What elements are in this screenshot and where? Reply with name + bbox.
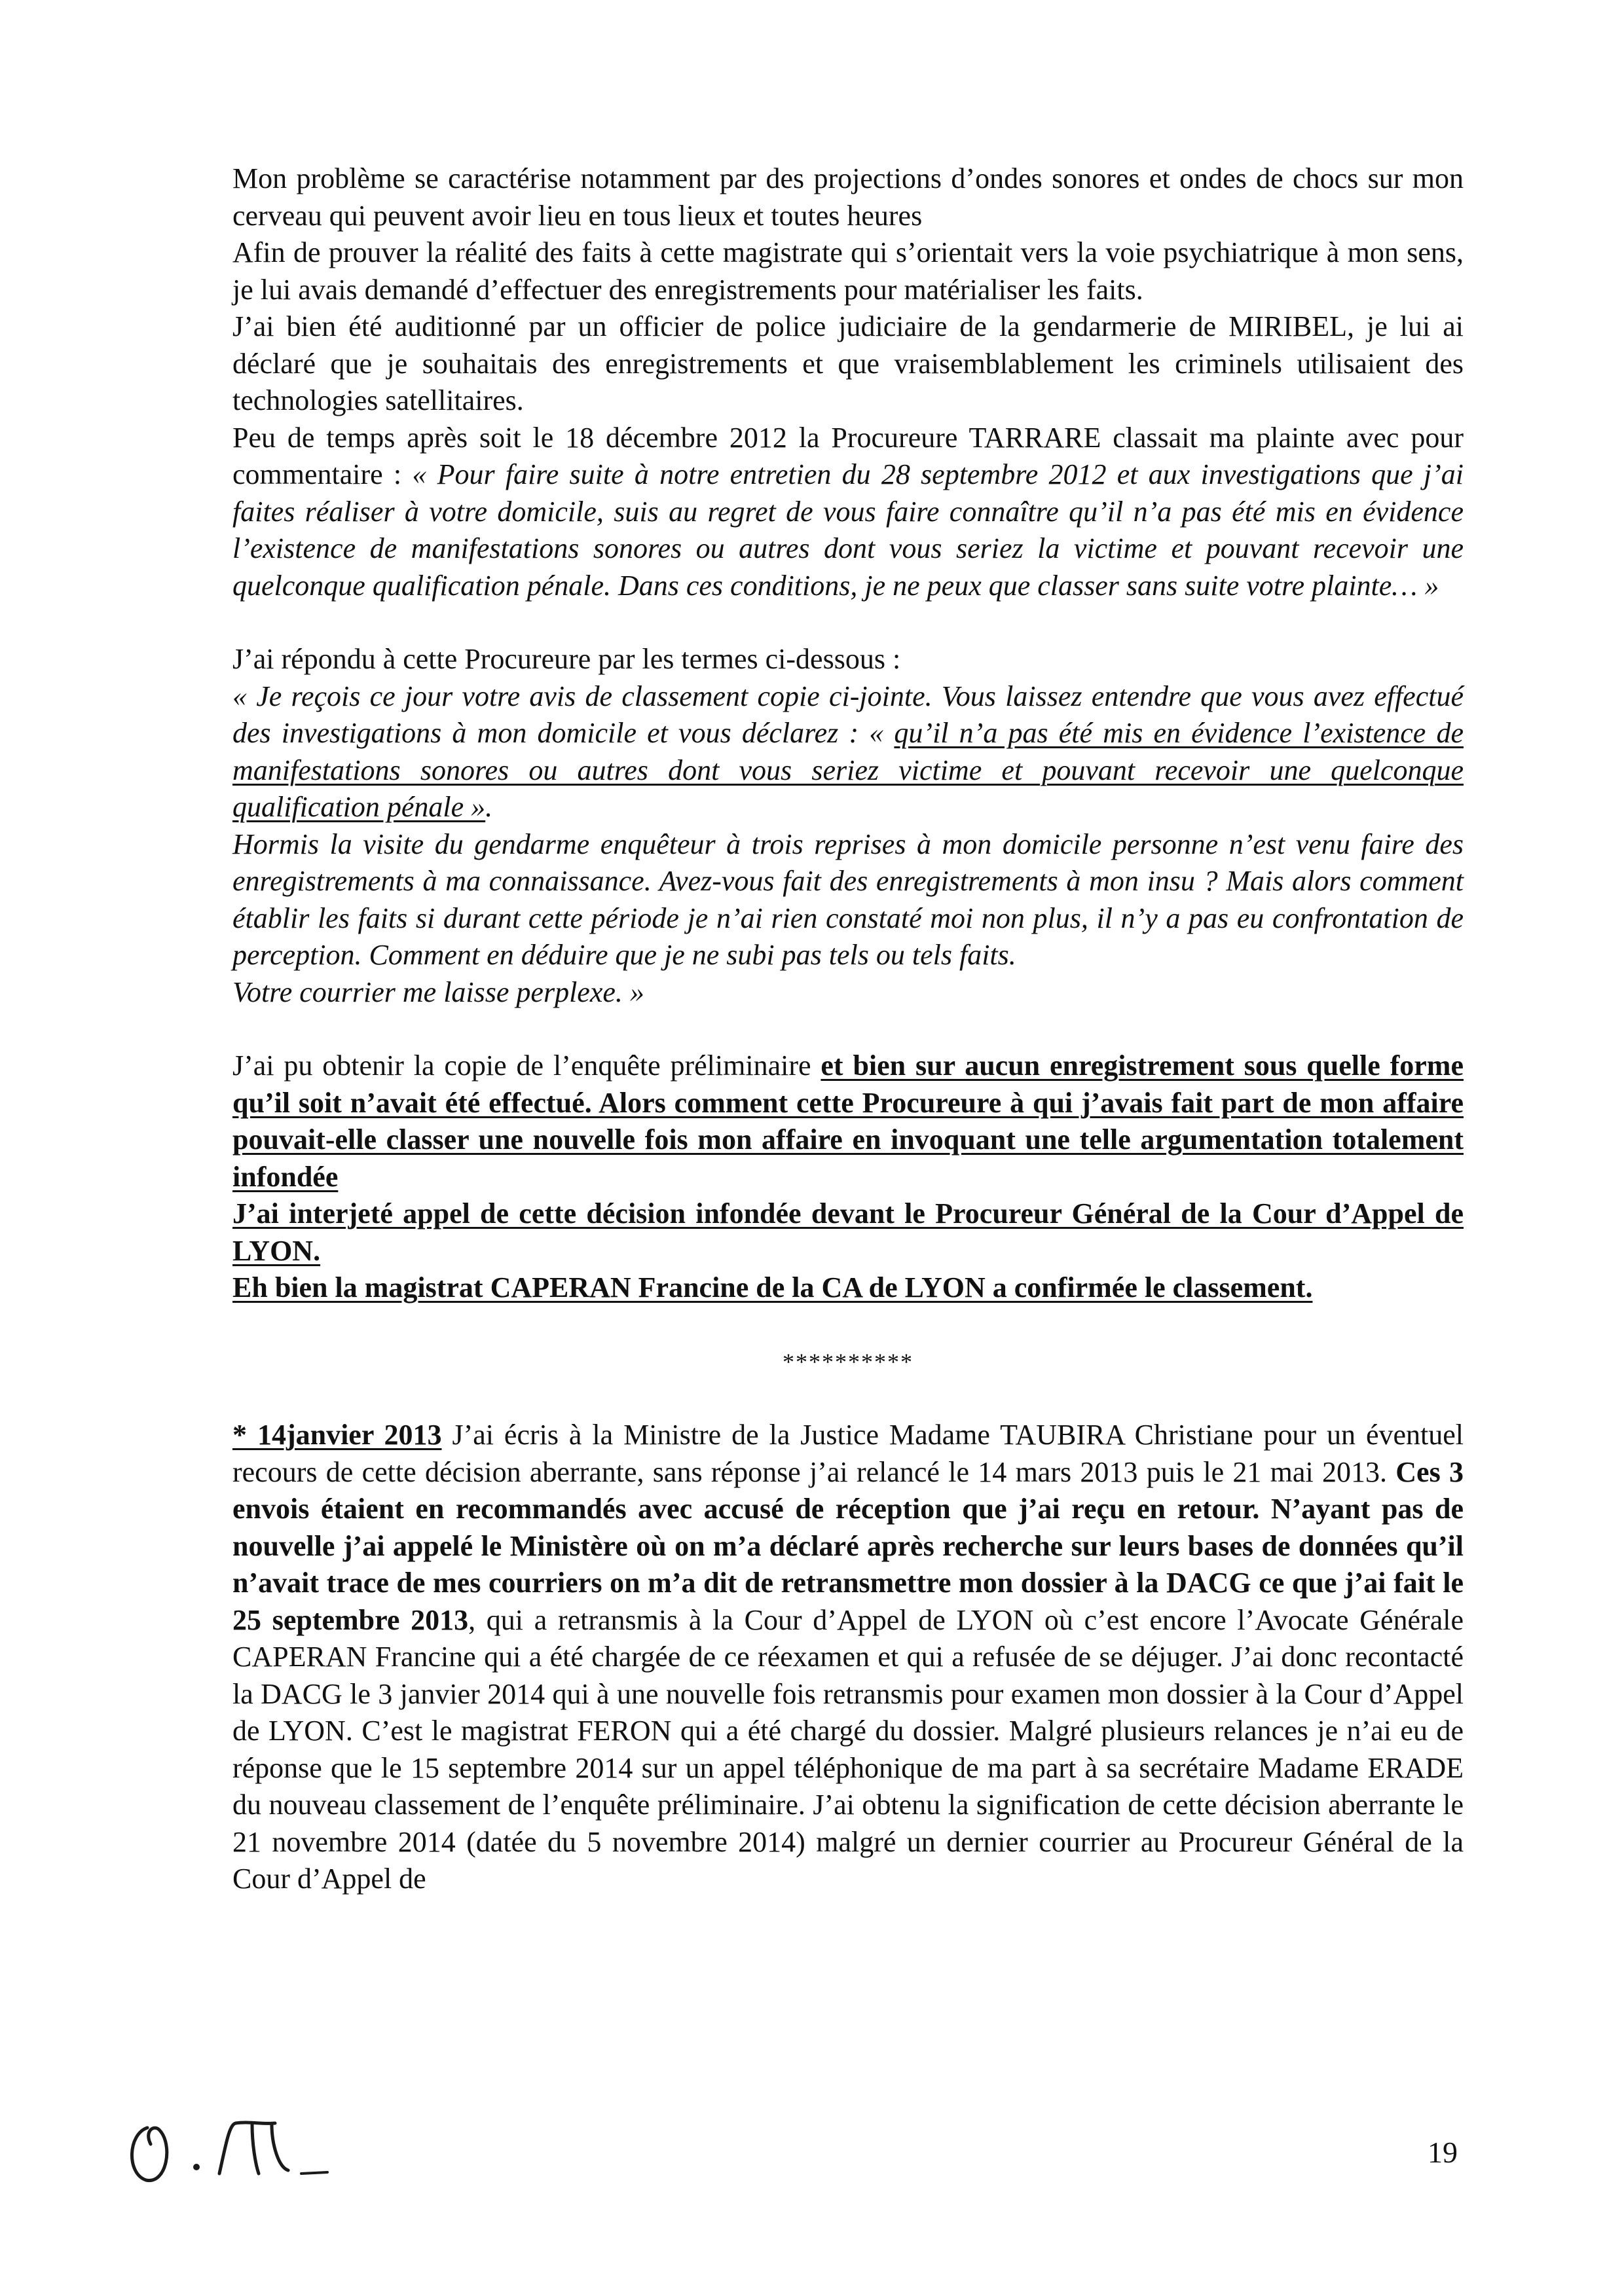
paragraph-4 — [232, 420, 1464, 605]
reply-quote-underlined: qu’il n’a pas été mis en évidence l’existence de manifestations sonores ou autres dont vous seriez victime et pouvant recevoir une quelconque qualification pénale » — [232, 717, 1464, 823]
reply-quote-1-start: « Je reçois ce jour votre avis de classement copie ci-jointe. Vous laissez entendre que vous avez effectué des investigations à mon domicile et vous déclarez : « — [232, 680, 1464, 749]
spacer — [232, 1380, 1464, 1417]
reply-quote-3: Votre courrier me laisse perplexe. » — [232, 975, 644, 1008]
paragraph-12 — [232, 1417, 1464, 1898]
paragraph-1: Mon problème se caractérise notamment par des projections d’ondes sonores et ondes de chocs sur mon cerveau qui peuvent avoir lieu en tous lieux et toutes heures — [232, 162, 1464, 232]
paragraph-12-part-a: J’ai écris à la Ministre de la Justice Madame TAUBIRA Christiane pour un éventuel recours de cette décision aberrante, sans réponse j’ai relancé le 14 mars 2013 puis le 21 mai 2013. — [232, 1419, 1464, 1488]
paragraph-12-part-b: , qui a retransmis à la Cour d’Appel de LYON où c’est encore l’Avocate Générale CAPERAN Francine qui a été chargée de ce réexamen et qui a refusée de se déjuger. J’ai donc recontacté la DACG le 3 janvier 2014 qui à une nouvelle fois retransmis pour examen mon dossier à la Cour d’Appel de LYON. C’est le magistrat FERON qui a été chargé du dossier. Malgré plusieurs relances je n’ai eu de réponse que le 15 septembre 2014 sur un appel téléphonique de ma part à sa secrétaire Madame ERADE du nouveau classement de l’enquête préliminaire. J’ai obtenu la signification de cette décision aberrante le 21 novembre 2014 (datée du 5 novembre 2014) malgré un dernier courrier au Procureur Général de la Cour d’Appel de — [232, 1603, 1464, 1895]
paragraph-12-bold: Ces 3 envois étaient en recommandés avec accusé de réception que j’ai reçu en retour. N’ayant pas de nouvelle j’ai appelé le Ministère où on m’a déclaré après recherche sur leurs bases de données qu’il n’avait trace de mes courriers on m’a dit de retransmettre mon dossier à la DACG ce que j’ai fait le 25 septembre 2013 — [232, 1455, 1464, 1636]
paragraph-9 — [232, 1048, 1464, 1195]
paragraph-9-bold: et bien sur aucun enregistrement sous quelle forme qu’il soit n’avait été effectué. Alors comment cette Procureure à qui j’avais fait part de mon affaire pouvait-elle classer une nouvelle fois mon affaire en invoquant une telle argumentation totalement infondée — [232, 1049, 1464, 1193]
paragraph-3: J’ai bien été auditionné par un officier de police judiciaire de la gendarmerie de MIRIBEL, je lui ai déclaré que je souhaitais des enregistrements et que vraisemblablement les criminels utilisaient des technologies satellitaires. — [232, 310, 1464, 416]
reply-quote-1-end: . — [485, 791, 493, 823]
paragraph-11: Eh bien la magistrat CAPERAN Francine de la CA de LYON a confirmée le classement. — [232, 1271, 1313, 1303]
paragraph-5: J’ai répondu à cette Procureure par les termes ci-dessous : — [232, 643, 901, 675]
reply-quote-1 — [232, 678, 1464, 826]
document-body — [232, 160, 1464, 1898]
paragraph-10: J’ai interjeté appel de cette décision infondée devant le Procureur Général de la Cour d’Appel de LYON. — [232, 1197, 1464, 1267]
reply-quote-2: Hormis la visite du gendarme enquêteur à trois reprises à mon domicile personne n’est venu faire des enregistrements à ma connaissance. Avez-vous fait des enregistrements à mon insu ? Mais alors comment établir les faits si durant cette période je n’ai rien constaté moi non plus, il n’y a pas eu confrontation de perception. Comment en déduire que je ne subi pas tels ou tels faits. — [232, 828, 1464, 971]
date-heading: * 14janvier 2013 — [232, 1419, 442, 1451]
paragraph-9-intro: J’ai pu obtenir la copie de l’enquête préliminaire — [232, 1049, 821, 1082]
spacer — [232, 604, 1464, 641]
spacer — [232, 1307, 1464, 1343]
section-separator: ********** — [783, 1348, 913, 1375]
page-number: 19 — [1428, 2136, 1458, 2169]
paragraph-4-intro: Peu de temps après soit le 18 décembre 2012 la Procureure TARRARE classait ma plainte avec pour commentaire : — [232, 421, 1464, 490]
paragraph-2: Afin de prouver la réalité des faits à cette magistrate qui s’orientait vers la voie psychiatrique à mon sens, je lui avais demandé d’effectuer des enregistrements pour matérialiser les faits. — [232, 236, 1464, 306]
handwritten-initials-signature — [121, 2105, 337, 2190]
spacer — [232, 1011, 1464, 1048]
prosecutor-quote: « Pour faire suite à notre entretien du 28 septembre 2012 et aux investigations que j’ai faites réaliser à votre domicile, suis au regret de vous faire connaître qu’il n’a pas été mis en évidence l’existence de manifestations sonores ou autres dont vous seriez la victime et pouvant recevoir une quelconque qualification pénale. Dans ces conditions, je ne peux que classer sans suite votre plainte… » — [232, 458, 1464, 602]
